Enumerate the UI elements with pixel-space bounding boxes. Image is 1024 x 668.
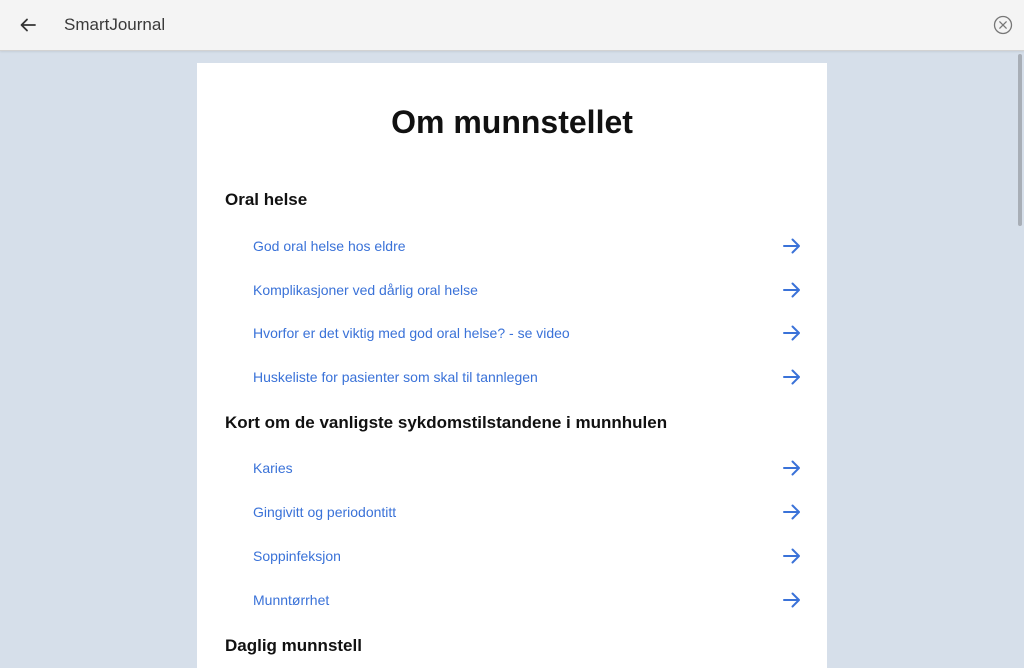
arrow-right-icon[interactable] (781, 366, 803, 388)
arrow-right-icon[interactable] (781, 545, 803, 567)
link-label[interactable]: Soppinfeksjon (253, 548, 341, 564)
page-title: Om munnstellet (391, 104, 633, 140)
link-soppinfeksjon[interactable] (253, 542, 803, 570)
section-title-daglig-munnstell: Daglig munnstell (225, 636, 362, 655)
link-huskeliste[interactable] (253, 363, 803, 391)
link-label[interactable]: Gingivitt og periodontitt (253, 504, 397, 520)
link-label[interactable]: Karies (253, 460, 293, 476)
arrow-right-icon[interactable] (781, 235, 803, 257)
back-button[interactable] (14, 11, 42, 39)
link-komplikasjoner[interactable] (253, 276, 803, 304)
app-header (0, 0, 1024, 51)
app-title: SmartJournal (64, 15, 166, 34)
arrow-right-icon[interactable] (781, 589, 803, 611)
link-hvorfor-video[interactable] (253, 319, 803, 347)
content-card (197, 63, 827, 668)
link-karies[interactable] (253, 454, 803, 482)
close-button[interactable] (992, 14, 1014, 36)
arrow-left-icon (19, 16, 37, 34)
arrow-right-icon[interactable] (781, 322, 803, 344)
link-god-oral-helse-hos-eldre[interactable] (253, 232, 803, 260)
link-munntorrhet[interactable] (253, 586, 803, 614)
arrow-right-icon[interactable] (781, 457, 803, 479)
link-label[interactable]: Hvorfor er det viktig med god oral helse? - se video (253, 325, 570, 341)
section-title-sykdomstilstander: Kort om de vanligste sykdomstilstandene i munnhulen (225, 413, 668, 432)
link-gingivitt[interactable] (253, 498, 803, 526)
circle-close-icon (993, 15, 1013, 35)
link-label[interactable]: Munntørrhet (253, 592, 330, 608)
section-title-oral-helse: Oral helse (225, 190, 308, 209)
arrow-right-icon[interactable] (781, 279, 803, 301)
link-label[interactable]: Huskeliste for pasienter som skal til tannlegen (253, 369, 538, 385)
scrollbar-thumb[interactable] (1018, 54, 1022, 226)
link-label[interactable]: God oral helse hos eldre (253, 238, 406, 254)
arrow-right-icon[interactable] (781, 501, 803, 523)
link-label[interactable]: Komplikasjoner ved dårlig oral helse (253, 282, 478, 298)
